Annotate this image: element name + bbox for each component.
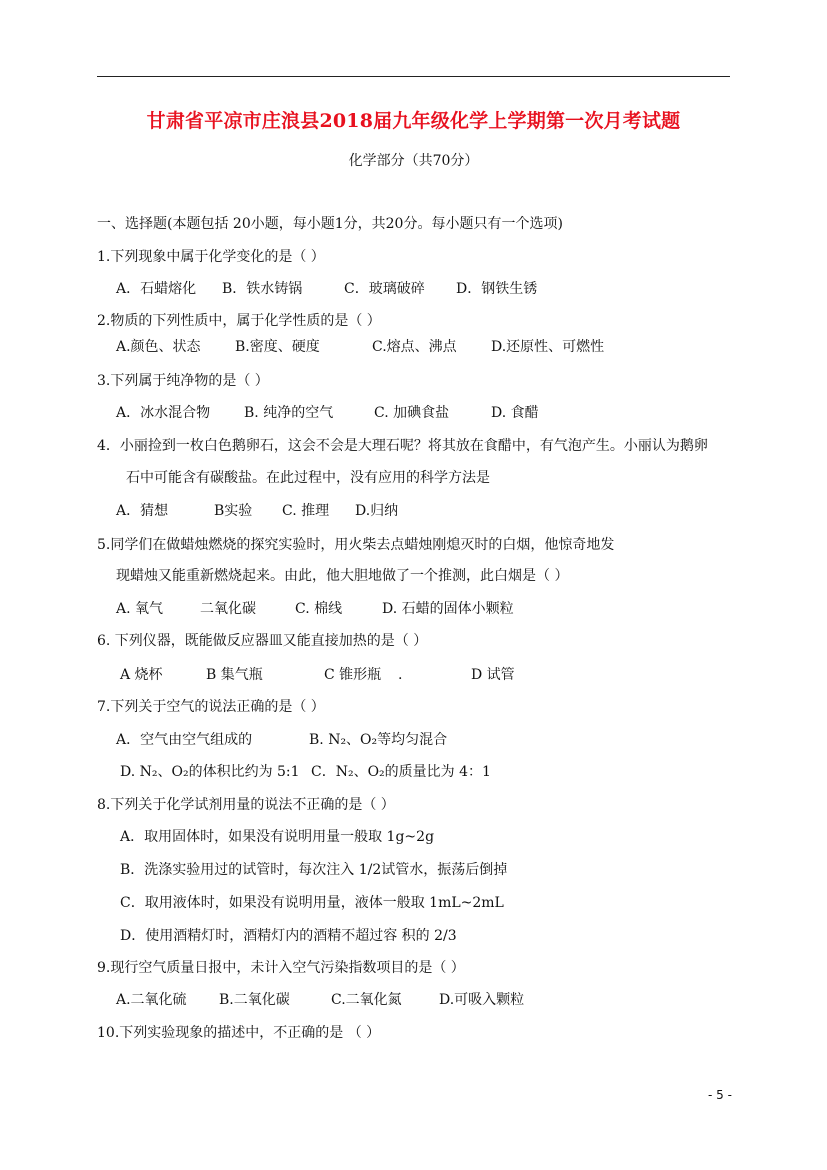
question-3-option-d: D. 食醋	[491, 405, 539, 421]
question-3-option-c: C. 加碘食盐	[374, 405, 450, 421]
question-7-stem: 7.下列关于空气的说法正确的是（ ）	[97, 699, 325, 715]
question-1-option-a: A．石蜡熔化	[116, 281, 197, 297]
question-1-option-d: D．钢铁生锈	[456, 281, 538, 297]
question-3-option-a: A．冰水混合物	[116, 405, 211, 421]
section-heading: 一、选择题(本题包括 20小题，每小题1分，共20分。每小题只有一个选项)	[97, 216, 563, 232]
question-8-stem: 8.下列关于化学试剂用量的说法不正确的是（ ）	[97, 797, 395, 813]
question-3-option-b: B. 纯净的空气	[244, 405, 334, 421]
question-7-option-d: D. N₂、O₂的体积比约为 5:1	[120, 764, 300, 780]
question-8-option-a: A．取用固体时，如果没有说明用量一般取 1g~2g	[120, 829, 435, 845]
question-6-option-b: B 集气瓶	[206, 667, 263, 683]
question-5-option-d: D. 石蜡的固体小颗粒	[382, 601, 514, 617]
question-4-option-d: D.归纳	[355, 503, 399, 519]
question-6-option-a: A 烧杯	[120, 667, 163, 683]
question-5-stem: 5.同学们在做蜡烛燃烧的探究实验时，用火柴去点蜡烛刚熄灭时的白烟，他惊奇地发	[97, 537, 615, 553]
question-7-option-c: C．N₂、O₂的质量比为 4：1	[311, 764, 491, 780]
page-number: - 5 -	[708, 1088, 732, 1102]
question-8-option-c: C．取用液体时，如果没有说明用量，液体一般取 1mL~2mL	[120, 895, 504, 911]
question-5-stem-cont: 现蜡烛又能重新燃烧起来。由此，他大胆地做了一个推测，此白烟是（ ）	[116, 568, 569, 584]
question-4-stem: 4．小丽捡到一枚白色鹅卵石，这会不会是大理石呢？将其放在食醋中，有气泡产生。小丽认为鹅卵	[97, 438, 708, 454]
question-1-stem: 1.下列现象中属于化学变化的是（ ）	[97, 249, 325, 265]
question-2-option-c: C.熔点、沸点	[372, 339, 457, 355]
question-1-option-b: B．铁水铸锅	[222, 281, 303, 297]
question-8-option-d: D．使用酒精灯时，酒精灯内的酒精不超过容 积的 2/3	[120, 928, 457, 944]
question-9-option-a: A.二氧化硫	[116, 992, 187, 1008]
header-rule	[97, 76, 730, 77]
page-title: 甘肃省平凉市庄浪县2018届九年级化学上学期第一次月考试题	[146, 110, 681, 132]
question-2-option-d: D.还原性、可燃性	[491, 339, 605, 355]
question-1-option-c: C．玻璃破碎	[344, 281, 425, 297]
question-9-stem: 9.现行空气质量日报中，未计入空气污染指数项目的是（ ）	[97, 960, 465, 976]
question-10-stem: 10.下列实验现象的描述中，不正确的是 （ ）	[97, 1025, 381, 1041]
question-6-stem: 6. 下列仪器，既能做反应器皿又能直接加热的是（ ）	[97, 633, 428, 649]
question-2-option-a: A.颜色、状态	[116, 339, 201, 355]
question-5-option-b: 二氧化碳	[200, 601, 256, 617]
question-3-stem: 3.下列属于纯净物的是（ ）	[97, 373, 269, 389]
question-9-option-b: B.二氧化碳	[219, 992, 290, 1008]
question-5-option-c: C. 棉线	[295, 601, 343, 617]
question-2-stem: 2.物质的下列性质中，属于化学性质的是（ ）	[97, 313, 381, 329]
page-subtitle: 化学部分（共70分）	[348, 153, 479, 169]
question-6-stray-mark: .	[398, 667, 403, 683]
question-6-option-c: C 锥形瓶	[324, 667, 382, 683]
question-5-option-a: A. 氧气	[116, 601, 164, 617]
question-2-option-b: B.密度、硬度	[235, 339, 320, 355]
question-7-option-b: B. N₂、O₂等均匀混合	[309, 732, 448, 748]
question-9-option-c: C.二氧化氮	[331, 992, 402, 1008]
question-9-option-d: D.可吸入颗粒	[439, 992, 525, 1008]
question-7-option-a: A．空气由空气组成的	[116, 732, 253, 748]
question-8-option-b: B．洗涤实验用过的试管时，每次注入 1/2试管水，振荡后倒掉	[120, 862, 508, 878]
question-6-option-d: D 试管	[471, 667, 515, 683]
question-4-option-c: C. 推理	[282, 503, 330, 519]
question-4-option-b: B实验	[214, 503, 253, 519]
question-4-stem-cont: 石中可能含有碳酸盐。在此过程中，没有应用的科学方法是	[126, 470, 490, 486]
question-4-option-a: A．猜想	[116, 503, 169, 519]
